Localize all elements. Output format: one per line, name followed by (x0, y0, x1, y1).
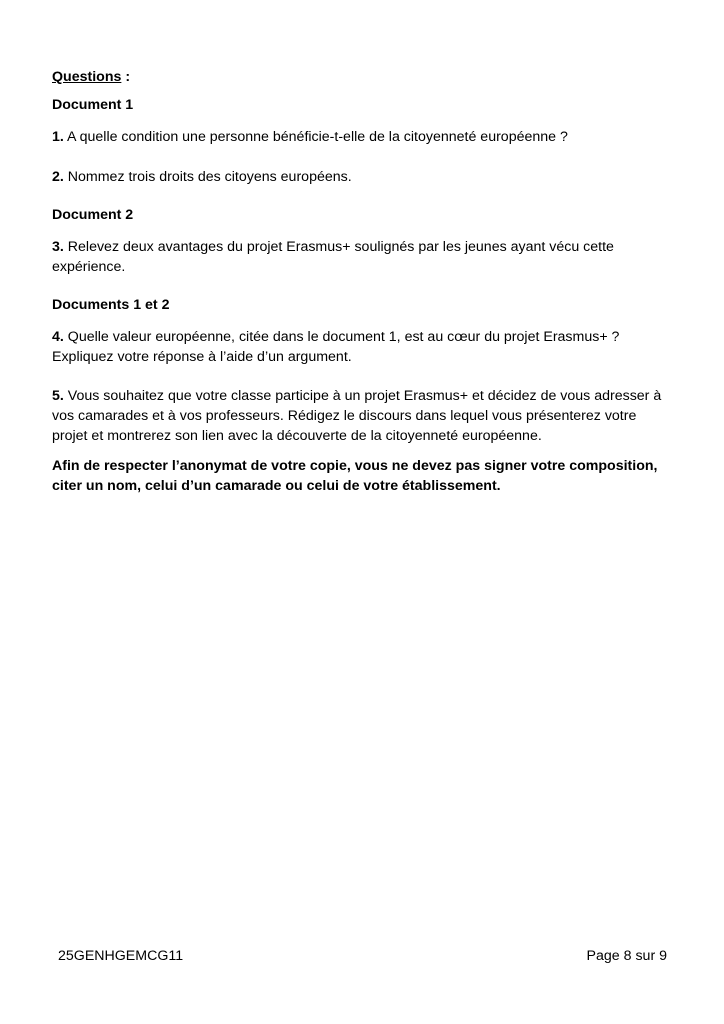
question-2 (52, 167, 674, 187)
question-number: 3. (52, 239, 64, 255)
question-1 (52, 127, 674, 147)
section-heading-document-2: Document 2 (52, 207, 134, 223)
exam-code: 25GENHGEMCG11 (58, 948, 184, 964)
question-number: 5. (52, 388, 64, 404)
page-number: Page 8 sur 9 (586, 948, 667, 964)
question-text: Vous souhaitez que votre classe participe à un projet Erasmus+ et décidez de vous adresser à vos camarades et à vos professeurs. Rédigez le discours dans lequel vous présenterez votre projet et montrerez son lien avec la découverte de la citoyenneté européenne. (52, 388, 662, 444)
section-heading-documents-1-2: Documents 1 et 2 (52, 297, 170, 313)
question-number: 1. (52, 129, 64, 145)
section-heading-document-1: Document 1 (52, 97, 134, 113)
question-3 (52, 237, 674, 277)
question-text: Relevez deux avantages du projet Erasmus+ soulignés par les jeunes ayant vécu cette expérience. (52, 239, 614, 275)
question-5 (52, 386, 674, 446)
anonymity-notice: Afin de respecter l’anonymat de votre copie, vous ne devez pas signer votre composition, citer un nom, celui d’un camarade ou celui de votre établissement. (52, 458, 658, 494)
question-text: A quelle condition une personne bénéficie-t-elle de la citoyenneté européenne ? (63, 129, 568, 145)
page-content (52, 67, 674, 496)
question-text: Quelle valeur européenne, citée dans le document 1, est au cœur du projet Erasmus+ ? Expliquez votre réponse à l’aide d’un argument. (52, 329, 620, 365)
questions-heading (52, 67, 674, 87)
question-number: 2. (52, 169, 64, 185)
questions-title-suffix: : (121, 69, 131, 85)
questions-title: Questions (52, 69, 122, 85)
question-number: 4. (52, 329, 64, 345)
question-4 (52, 327, 674, 367)
question-text: Nommez trois droits des citoyens européens. (63, 169, 352, 185)
